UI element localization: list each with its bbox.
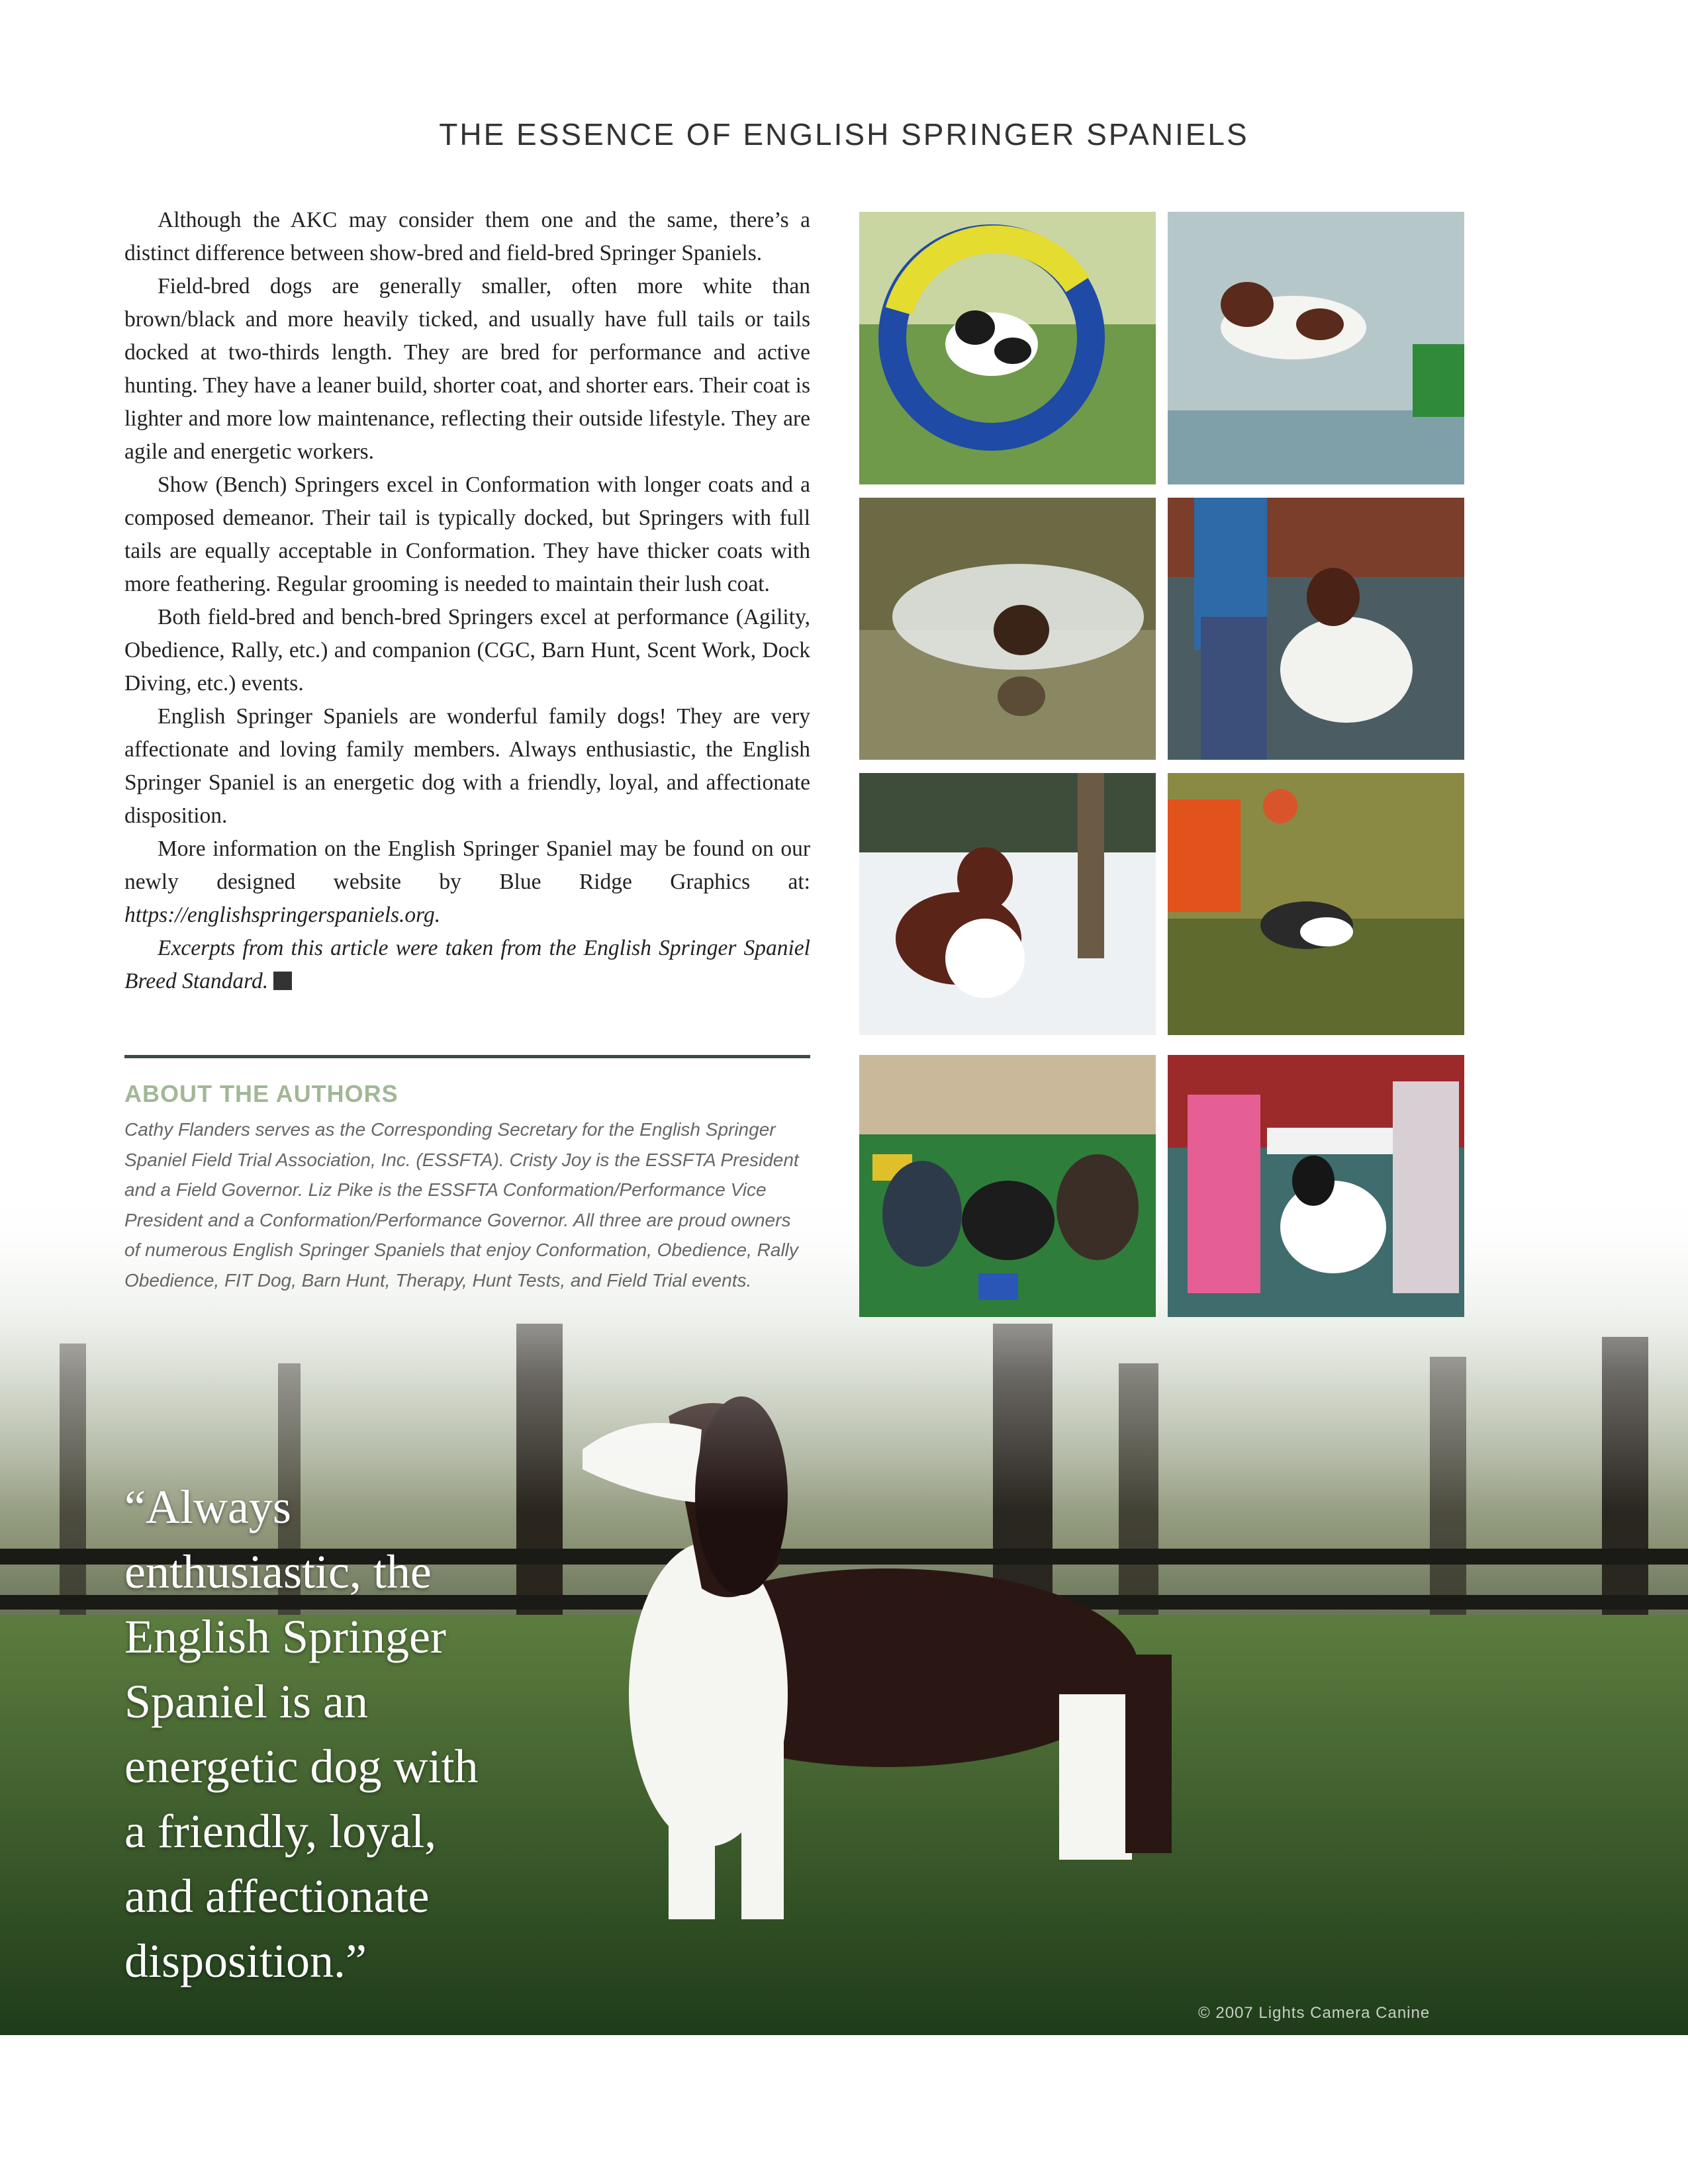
article-text: More information on the English Springer Spaniel may be found on our newly designed website by Blue Ridge Graphics at:	[124, 837, 810, 894]
article-paragraph: English Springer Spaniels are wonderful family dogs! They are very affectionate and loving family members. Always enthusiastic, the English Springer Spaniel is an energetic dog with a friendly, loyal, and affectionate disposition.	[124, 704, 810, 828]
water-retrieve-splash-photo	[859, 498, 1156, 760]
obedience-heel-photo	[1168, 498, 1464, 760]
quote-line: disposition.”	[124, 1934, 367, 1987]
article-body	[124, 204, 810, 998]
authors-bio: Cathy Flanders serves as the Corresponding Secretary for the English Springer Spaniel Field Trial Association, Inc. (ESSFTA). Cristy Joy is the ESSFTA President and a Field Governor. Liz Pike is the ESSFTA Conformation/Performance Vice President and a Conformation/Performance Governor. All three are proud owners of numerous English Springer Spaniels that enjoy Conformation, Obedience, Rally Obedience, FIT Dog, Barn Hunt, Therapy, Hunt Tests, and Field Trial events.	[124, 1119, 799, 1291]
quote-line: energetic dog with	[124, 1740, 479, 1793]
excerpt-text: Excerpts from this article were taken from the English Springer Spaniel Breed Standard.	[124, 936, 810, 993]
quote-line: English Springer	[124, 1610, 446, 1663]
article-paragraph: Show (Bench) Springers excel in Conformation with longer coats and a composed demeanor. Their tail is typically docked, but Springers with full tails are equally acceptable in Conformation. They have thicker coats with more feathering. Regular grooming is needed to maintain their lush coat.	[124, 473, 810, 596]
article-paragraph: Both field-bred and bench-bred Springers excel at performance (Agility, Obedience, Rally, etc.) and companion (CGC, Barn Hunt, Scent Work, Dock Diving, etc.) events.	[124, 605, 810, 696]
article-paragraph: Although the AKC may consider them one and the same, there’s a distinct difference between show-bred and field-bred Springer Spaniels.	[124, 208, 810, 265]
page-header: THE ESSENCE OF ENGLISH SPRINGER SPANIELS	[439, 117, 1249, 152]
article-paragraph: Field-bred dogs are generally smaller, often more white than brown/black and more heavily ticked, and usually have full tails or tails docked at two-thirds length. They are bred for performance and active hunting. They have a leaner build, shorter coat, and shorter ears. Their coat is lighter and more low maintenance, reflecting their outside lifestyle. They are agile and energetic workers.	[124, 274, 810, 464]
quote-line: enthusiastic, the	[124, 1545, 432, 1598]
photo-credit: © 2007 Lights Camera Canine	[1198, 2004, 1430, 2022]
end-mark-icon	[273, 972, 292, 990]
section-divider	[124, 1055, 810, 1058]
children-reading-with-dog-photo	[859, 1055, 1156, 1317]
hunter-with-dog-photo	[1168, 773, 1464, 1035]
dog-in-snow-photo	[859, 773, 1156, 1035]
quote-line: “Always	[124, 1480, 291, 1533]
article-excerpt-note	[124, 932, 810, 998]
quote-line: and affectionate	[124, 1870, 430, 1923]
pull-quote	[124, 1475, 588, 1993]
agility-tire-jump-photo	[859, 212, 1156, 484]
quote-line: Spaniel is an	[124, 1675, 368, 1728]
website-link[interactable]: https://englishspringerspaniels.org.	[124, 903, 441, 927]
conformation-show-ring-photo	[1168, 1055, 1464, 1317]
dock-diving-leap-photo	[1168, 212, 1464, 484]
quote-line: a friendly, loyal,	[124, 1805, 437, 1858]
article-paragraph	[124, 833, 810, 932]
authors-heading: ABOUT THE AUTHORS	[124, 1080, 399, 1107]
